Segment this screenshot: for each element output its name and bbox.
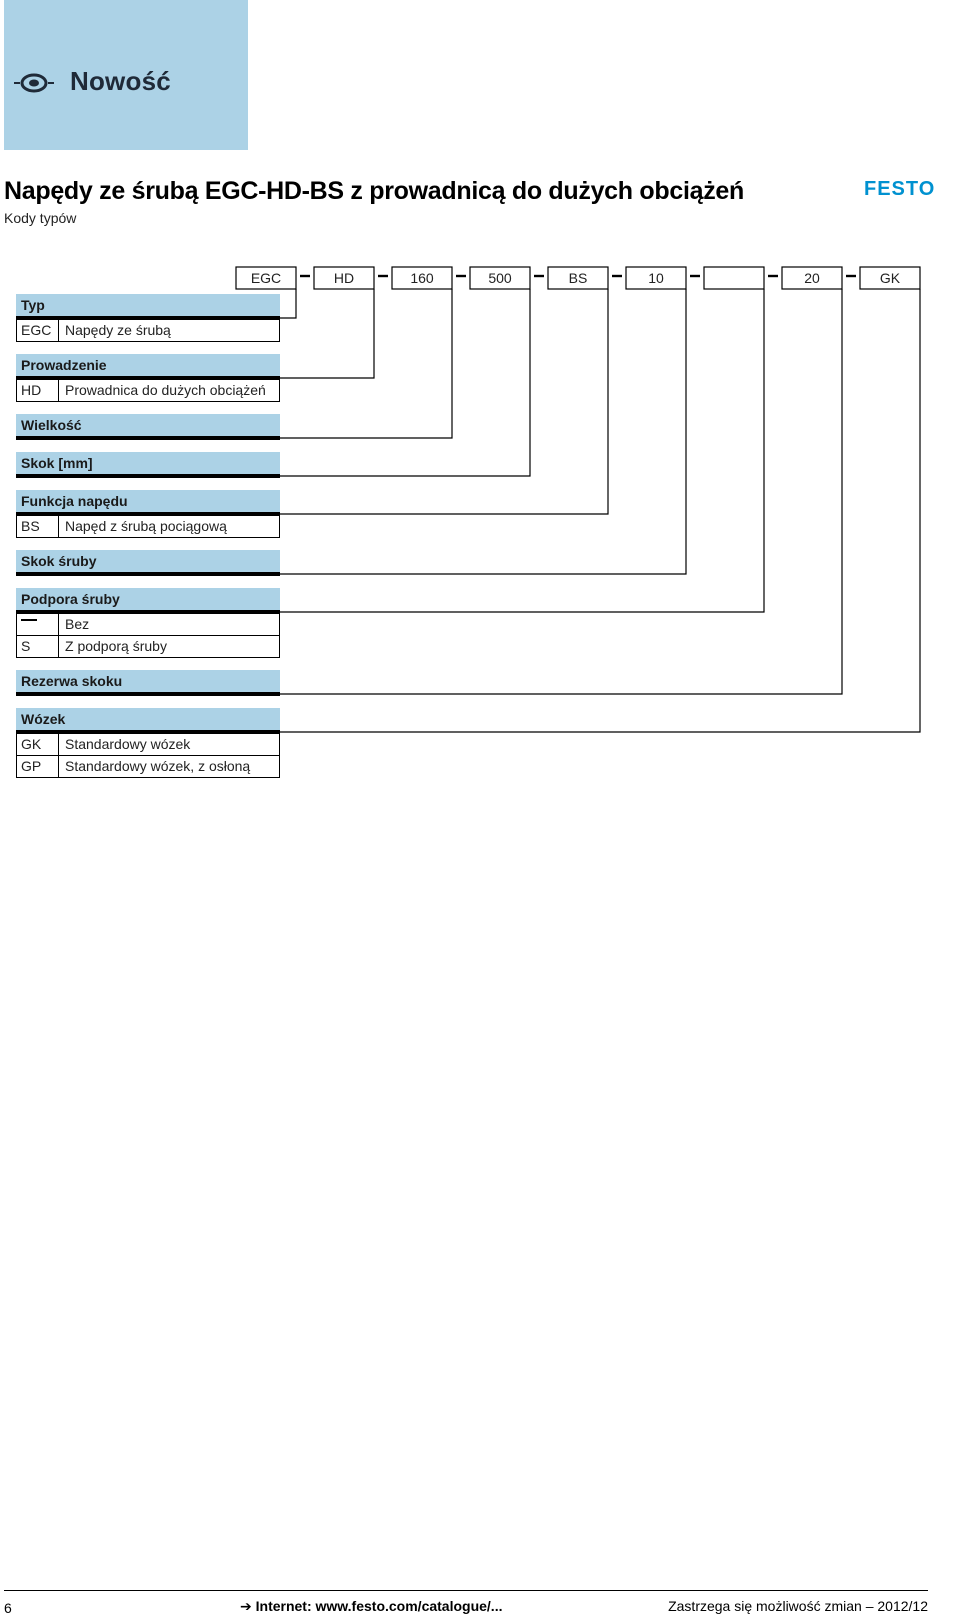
- code-connector-line: [280, 289, 608, 514]
- page-title: Napędy ze śrubą EGC-HD-BS z prowadnicą do dużych obciążeń: [4, 177, 744, 205]
- page-number: 6: [4, 1600, 12, 1616]
- code-row: [16, 614, 280, 636]
- code-value: GK: [17, 734, 59, 755]
- code-box-label: 160: [410, 270, 434, 286]
- section-rule: [16, 572, 280, 576]
- footer-divider: [4, 1590, 928, 1591]
- code-row: [16, 320, 280, 342]
- code-value: GP: [17, 756, 59, 777]
- code-description: Standardowy wózek: [65, 736, 191, 752]
- code-description: Z podporą śruby: [65, 638, 167, 654]
- code-description: Napędy ze śrubą: [65, 322, 171, 338]
- code-connector-line: [280, 289, 842, 694]
- section-rule: [16, 436, 280, 440]
- code-description: Standardowy wózek, z osłoną: [65, 758, 251, 774]
- section-title: Skok śruby: [16, 550, 280, 572]
- section-title: Funkcja napędu: [16, 490, 280, 512]
- code-connector-line: [280, 289, 764, 612]
- code-row: [16, 636, 280, 658]
- code-box: [704, 267, 764, 289]
- code-description: Prowadnica do dużych obciążeń: [65, 382, 266, 398]
- code-row: [16, 380, 280, 402]
- section-title: Rezerwa skoku: [16, 670, 280, 692]
- code-connector-line: [280, 289, 452, 438]
- code-box-label: 20: [804, 270, 820, 286]
- code-box-label: BS: [568, 270, 588, 286]
- code-value: [17, 614, 59, 635]
- new-badge-label: Nowość: [70, 66, 171, 96]
- code-description: Napęd z śrubą pociągową: [65, 518, 227, 534]
- code-box-label: 500: [488, 270, 512, 286]
- code-value: BS: [17, 516, 59, 537]
- code-box-label: 10: [648, 270, 664, 286]
- code-value: EGC: [17, 320, 59, 341]
- code-connector-line: [280, 289, 686, 574]
- code-box-label: HD: [333, 270, 355, 286]
- footer-note: Zastrzega się możliwość zmian – 2012/12: [668, 1598, 928, 1614]
- code-value: S: [17, 636, 59, 657]
- code-connector-line: [280, 289, 296, 318]
- code-box-label: EGC: [250, 270, 282, 286]
- section-title: Skok [mm]: [16, 452, 280, 474]
- catalogue-link-text[interactable]: Internet: www.festo.com/catalogue/...: [255, 1598, 503, 1614]
- arrow-right-icon: ➔: [240, 1598, 252, 1614]
- code-row: [16, 734, 280, 756]
- section-title: Wielkość: [16, 414, 280, 436]
- section-title: Wózek: [16, 708, 280, 730]
- catalogue-link[interactable]: [240, 1598, 502, 1615]
- code-connector-line: [280, 289, 530, 476]
- section-rule: [16, 474, 280, 478]
- dash-icon: [21, 619, 37, 621]
- section-title: Podpora śruby: [16, 588, 280, 610]
- code-row: [16, 516, 280, 538]
- code-description: Bez: [65, 616, 90, 632]
- section-title: Typ: [16, 294, 280, 316]
- svg-text:FESTO: FESTO: [864, 178, 936, 198]
- code-row: [16, 756, 280, 778]
- code-box-label: GK: [879, 270, 901, 286]
- section-title: Prowadzenie: [16, 354, 280, 376]
- code-connector-line: [280, 289, 920, 732]
- section-rule: [16, 692, 280, 696]
- code-value: HD: [17, 380, 59, 401]
- page-subtitle: Kody typów: [4, 210, 77, 226]
- code-connector-line: [280, 289, 374, 378]
